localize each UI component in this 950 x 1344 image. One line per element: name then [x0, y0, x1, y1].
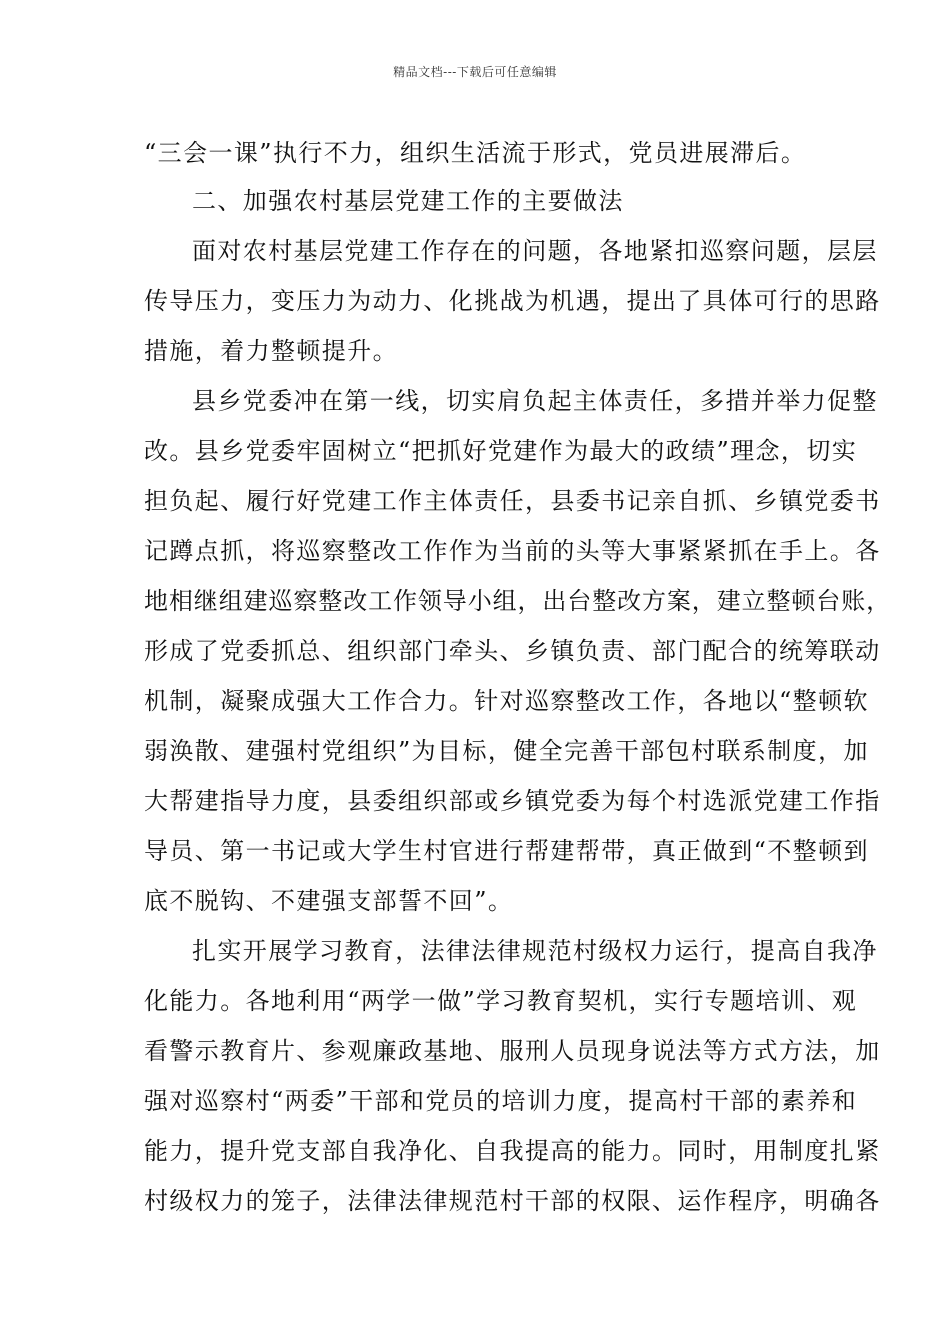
- text-line: 形成了党委抓总、组织部门牵头、乡镇负责、部门配合的统筹联动: [144, 637, 881, 665]
- text-line: 机制，凝聚成强大工作合力。针对巡察整改工作，各地以“整顿软: [144, 687, 869, 715]
- text-line: 看警示教育片、参观廉政基地、服刑人员现身说法等方式方法，加: [144, 1037, 881, 1065]
- text-line: 传导压力，变压力为动力、化挑战为机遇，提出了具体可行的思路: [144, 287, 881, 315]
- text-line: 担负起、履行好党建工作主体责任，县委书记亲自抓、乡镇党委书: [144, 487, 881, 515]
- text-line: 强对巡察村“两委”干部和党员的培训力度，提高村干部的素养和: [144, 1087, 858, 1115]
- text-line: 扎实开展学习教育，法律法律规范村级权力运行，提高自我净: [192, 937, 878, 965]
- text-line: 县乡党委冲在第一线，切实肩负起主体责任，多措并举力促整: [192, 387, 878, 415]
- text-line: 能力，提升党支部自我净化、自我提高的能力。同时，用制度扎紧: [144, 1137, 881, 1165]
- text-line: 村级权力的笼子，法律法律规范村干部的权限、运作程序，明确各: [144, 1187, 881, 1215]
- section-heading: 二、加强农村基层党建工作的主要做法: [192, 187, 624, 215]
- text-line: 改。县乡党委牢固树立“把抓好党建作为最大的政绩”理念，切实: [144, 437, 858, 465]
- text-line: 导员、第一书记或大学生村官进行帮建帮带，真正做到“不整顿到: [144, 837, 869, 865]
- text-line: 措施，着力整顿提升。: [144, 337, 398, 365]
- text-line: 底不脱钩、不建强支部誓不回”。: [144, 887, 514, 915]
- text-line: 大帮建指导力度，县委组织部或乡镇党委为每个村选派党建工作指: [144, 787, 881, 815]
- text-line: 地相继组建巡察整改工作领导小组，出台整改方案，建立整顿台账，: [144, 587, 891, 615]
- text-line: 记蹲点抓，将巡察整改工作作为当前的头等大事紧紧抓在手上。各: [144, 537, 881, 565]
- page-header: 精品文档---下载后可任意编辑: [393, 65, 557, 79]
- text-line: “三会一课”执行不力，组织生活流于形式，党员进展滞后。: [144, 139, 807, 167]
- text-line: 面对农村基层党建工作存在的问题，各地紧扣巡察问题，层层: [192, 237, 878, 265]
- text-line: 化能力。各地利用“两学一做”学习教育契机，实行专题培训、观: [144, 987, 858, 1015]
- text-line: 弱涣散、建强村党组织”为目标，健全完善干部包村联系制度，加: [144, 737, 869, 765]
